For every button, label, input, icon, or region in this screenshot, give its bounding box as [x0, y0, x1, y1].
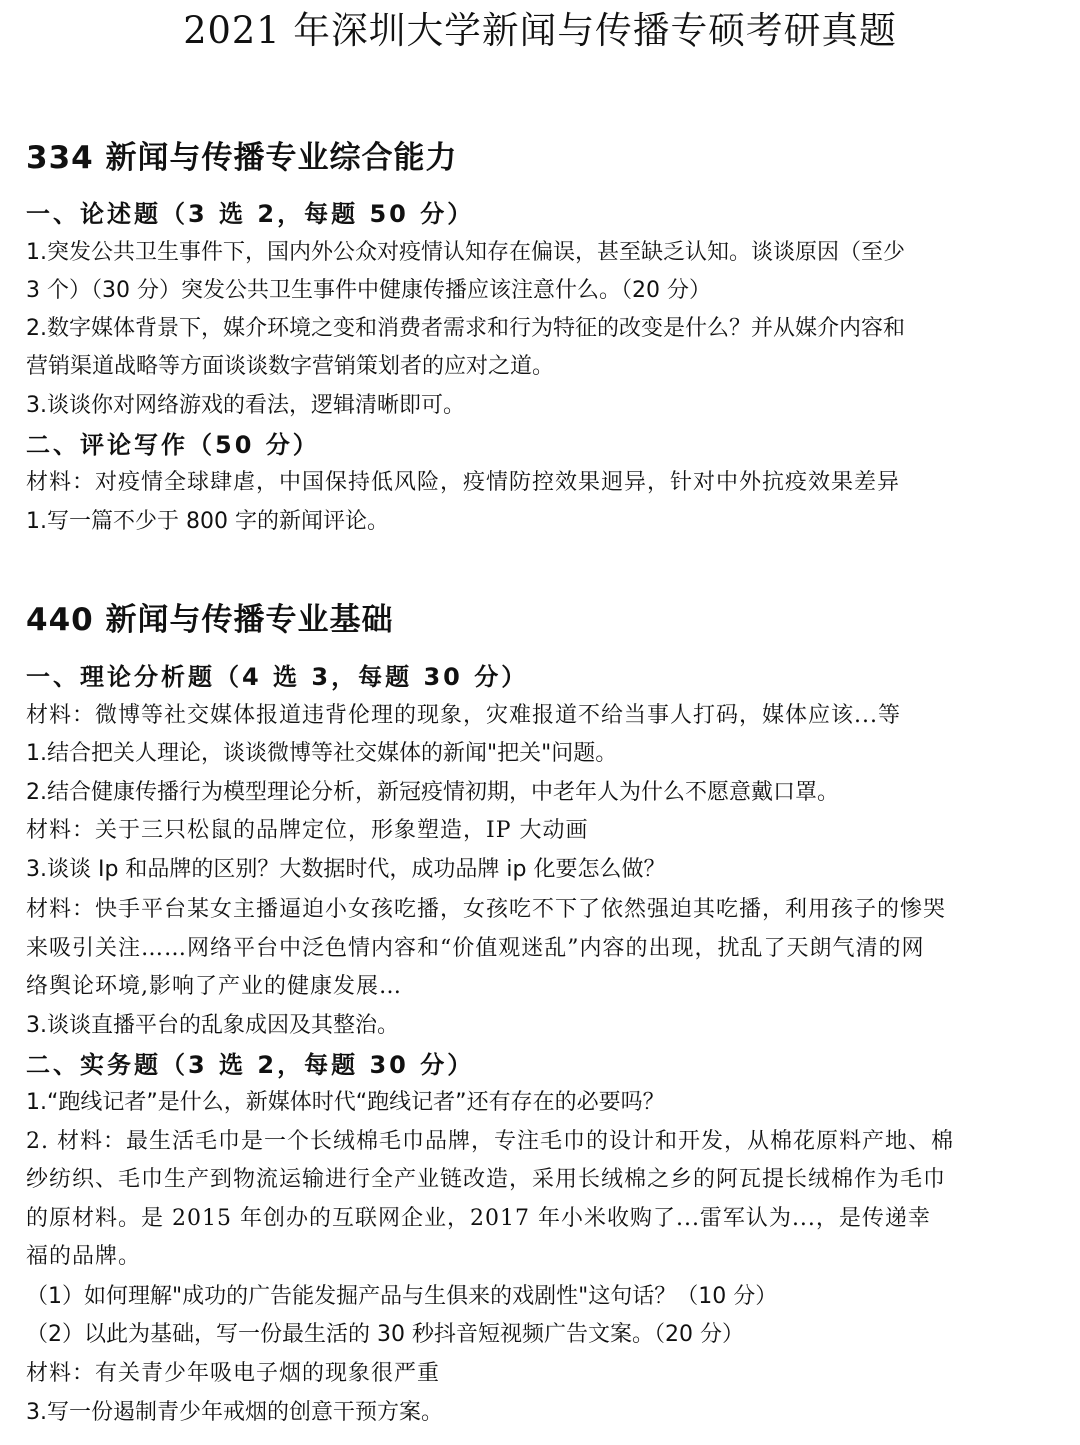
material-line: 络舆论环境,影响了产业的健康发展… — [26, 974, 402, 999]
question-line: 3 个）（30 分）突发公共卫生事件中健康传播应该注意什么。（20 分） — [26, 278, 711, 303]
part-heading-practice: 二、实务题（3 选 2，每题 30 分） — [26, 1051, 475, 1079]
question-line: 1.“跑线记者”是什么，新媒体时代“跑线记者”还有存在的必要吗？ — [26, 1090, 665, 1115]
section-heading-334: 334 新闻与传播专业综合能力 — [26, 140, 458, 176]
question-line: 2.结合健康传播行为模型理论分析，新冠疫情初期，中老年人为什么不愿意戴口罩。 — [26, 780, 839, 805]
question-line: 营销渠道战略等方面谈谈数字营销策划者的应对之道。 — [26, 354, 555, 379]
question-line: 1.写一篇不少于 800 字的新闻评论。 — [26, 509, 389, 534]
material-line: 材料：微博等社交媒体报道违背伦理的现象，灾难报道不给当事人打码，媒体应该...等 — [26, 703, 901, 728]
question-line: 1.突发公共卫生事件下，国内外公众对疫情认知存在偏误，甚至缺乏认知。谈谈原因（至少 — [26, 240, 905, 265]
material-line: 2. 材料：最生活毛巾是一个长绒棉毛巾品牌，专注毛巾的设计和开发，从棉花原料产地、棉 — [26, 1129, 954, 1154]
part-heading-commentary: 二、评论写作（50 分） — [26, 431, 320, 459]
question-line: 3.写一份遏制青少年戒烟的创意干预方案。 — [26, 1400, 443, 1425]
material-line: 材料：关于三只松鼠的品牌定位，形象塑造，IP 大动画 — [26, 818, 589, 843]
page-title: 2021 年深圳大学新闻与传播专硕考研真题 — [183, 9, 897, 52]
material-line: 福的品牌。 — [26, 1244, 142, 1269]
part-heading-theory: 一、理论分析题（4 选 3，每题 30 分） — [26, 663, 529, 691]
material-line: 纱纺织、毛巾生产到物流运输进行全产业链改造，采用长绒棉之乡的阿瓦提长绒棉作为毛巾 — [26, 1167, 947, 1192]
question-line: 1.结合把关人理论，谈谈微博等社交媒体的新闻"把关"问题。 — [26, 741, 618, 766]
material-line: 来吸引关注……网络平台中泛色情内容和“价值观迷乱”内容的出现，扰乱了天朗气清的网 — [26, 936, 925, 961]
material-line: 的原材料。是 2015 年创办的互联网企业，2017 年小米收购了...雷军认为...，是传递幸 — [26, 1206, 931, 1231]
material-line: 材料：有关青少年吸电子烟的现象很严重 — [26, 1361, 441, 1386]
question-line: 2.数字媒体背景下，媒介环境之变和消费者需求和行为特征的改变是什么？并从媒介内容和 — [26, 316, 905, 341]
section-heading-440: 440 新闻与传播专业基础 — [26, 602, 394, 638]
question-line: 3.谈谈 Ip 和品牌的区别？大数据时代，成功品牌 ip 化要怎么做？ — [26, 857, 666, 882]
question-line: 3.谈谈直播平台的乱象成因及其整治。 — [26, 1013, 399, 1038]
material-line: 材料：对疫情全球肆虐，中国保持低风险，疫情防控效果迥异，针对中外抗疫效果差异 — [26, 470, 901, 495]
question-line: （1）如何理解"成功的广告能发掘产品与生俱来的戏剧性"这句话？（10 分） — [26, 1284, 778, 1309]
material-line: 材料：快手平台某女主播逼迫小女孩吃播，女孩吃不下了依然强迫其吃播，利用孩子的惨哭 — [26, 897, 947, 922]
question-line: （2）以此为基础，写一份最生活的 30 秒抖音短视频广告文案。（20 分） — [26, 1322, 744, 1347]
question-line: 3.谈谈你对网络游戏的看法，逻辑清晰即可。 — [26, 393, 465, 418]
part-heading-essay: 一、论述题（3 选 2，每题 50 分） — [26, 200, 475, 228]
